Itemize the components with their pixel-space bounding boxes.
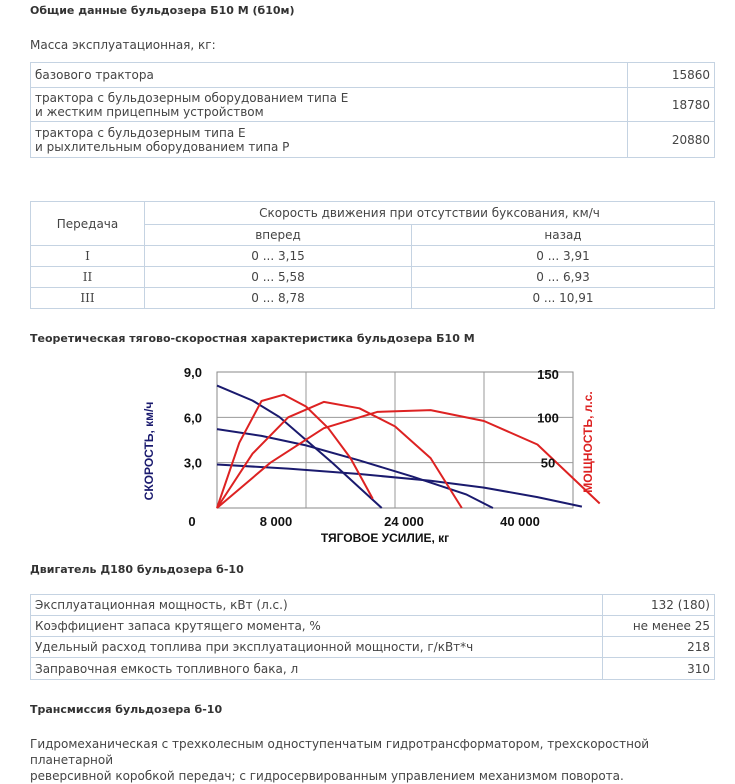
mass-label-cell: трактора с бульдозерным оборудованием типа Е и жестким прицепным устройством — [31, 88, 628, 122]
backward-cell: 0 ... 10,91 — [412, 288, 715, 309]
x-axis-label: ТЯГОВОЕ УСИЛИЕ, кг — [320, 531, 450, 545]
speed-header: Скорость движения при отсутствии буксования, км/ч — [145, 202, 715, 225]
x-tick-label: 0 — [188, 514, 196, 529]
y-left-tick-label: 6,0 — [183, 410, 202, 426]
engine-param: Заправочная емкость топливного бака, л — [31, 658, 603, 680]
x-tick-label: 8 000 — [259, 514, 293, 529]
x-tick-label: 24 000 — [384, 514, 424, 529]
gear-cell: II — [31, 267, 145, 288]
engine-param: Удельный расход топлива при эксплуатационной мощности, г/кВт*ч — [31, 637, 603, 658]
engine-value: 218 — [603, 637, 715, 658]
mass-label-cell: базового трактора — [31, 63, 628, 88]
gear-header: Передача — [31, 202, 145, 246]
forward-header: вперед — [145, 225, 412, 246]
table-row — [31, 616, 715, 637]
y-right-axis-label: МОЩНОСТЬ, л.с. — [581, 391, 595, 493]
chart-grid — [217, 372, 573, 508]
y-left-axis-label: СКОРОСТЬ, км/ч — [142, 401, 156, 501]
table-row — [31, 637, 715, 658]
y-left-tick-label: 3,0 — [183, 455, 202, 471]
y-right-tick-label: 150 — [537, 367, 559, 382]
engine-value: 310 — [603, 658, 715, 680]
table-row — [31, 267, 715, 288]
tick-labels — [184, 365, 559, 529]
speed-table — [30, 201, 715, 309]
forward-cell: 0 ... 5,58 — [145, 267, 412, 288]
table-row — [31, 202, 715, 225]
transmission-text: Гидромеханическая с трехколесным одноступенчатым гидротрансформатором, трехскоростной планетарной реверсивной коробкой передач; с гидросервированным управлением механизмом поворота. — [30, 737, 650, 783]
table-row — [31, 288, 715, 309]
table-row — [31, 595, 715, 616]
x-tick-label: 40 000 — [500, 514, 540, 529]
mass-label: Масса эксплуатационная, кг: — [30, 38, 216, 52]
table-row — [31, 122, 715, 158]
section-title-general: Общие данные бульдозера Б10 М (б10м) — [30, 4, 295, 17]
engine-param: Коэффициент запаса крутящего момента, % — [31, 616, 603, 637]
chart-title: Теоретическая тягово-скоростная характеристика бульдозера Б10 М — [30, 332, 475, 345]
section-title-engine: Двигатель Д180 бульдозера б-10 — [30, 563, 244, 576]
backward-cell: 0 ... 3,91 — [412, 246, 715, 267]
table-row — [31, 246, 715, 267]
engine-value: не менее 25 — [603, 616, 715, 637]
mass-value: 15860 — [628, 63, 715, 88]
mass-table — [30, 62, 715, 158]
table-row — [31, 63, 715, 88]
table-row — [31, 658, 715, 680]
traction-speed-chart — [140, 355, 610, 550]
engine-table — [30, 594, 715, 680]
gear-cell: III — [31, 288, 145, 309]
gear-cell: I — [31, 246, 145, 267]
mass-value: 20880 — [628, 122, 715, 158]
forward-cell: 0 ... 3,15 — [145, 246, 412, 267]
engine-value: 132 (180) — [603, 595, 715, 616]
backward-header: назад — [412, 225, 715, 246]
power-series-line — [217, 395, 373, 508]
table-row — [31, 88, 715, 122]
y-left-tick-label: 9,0 — [183, 365, 202, 380]
mass-label-cell: трактора с бульдозерным типа Е и рыхлительным оборудованием типа Р — [31, 122, 628, 158]
y-right-tick-label: 100 — [537, 410, 559, 426]
mass-value: 18780 — [628, 88, 715, 122]
speed-lines — [217, 386, 582, 508]
forward-cell: 0 ... 8,78 — [145, 288, 412, 309]
section-title-transmission: Трансмиссия бульдозера б-10 — [30, 703, 223, 716]
speed-series-line — [217, 465, 582, 507]
engine-param: Эксплуатационная мощность, кВт (л.с.) — [31, 595, 603, 616]
y-right-tick-label: 50 — [540, 455, 556, 471]
backward-cell: 0 ... 6,93 — [412, 267, 715, 288]
speed-series-line — [217, 429, 493, 508]
